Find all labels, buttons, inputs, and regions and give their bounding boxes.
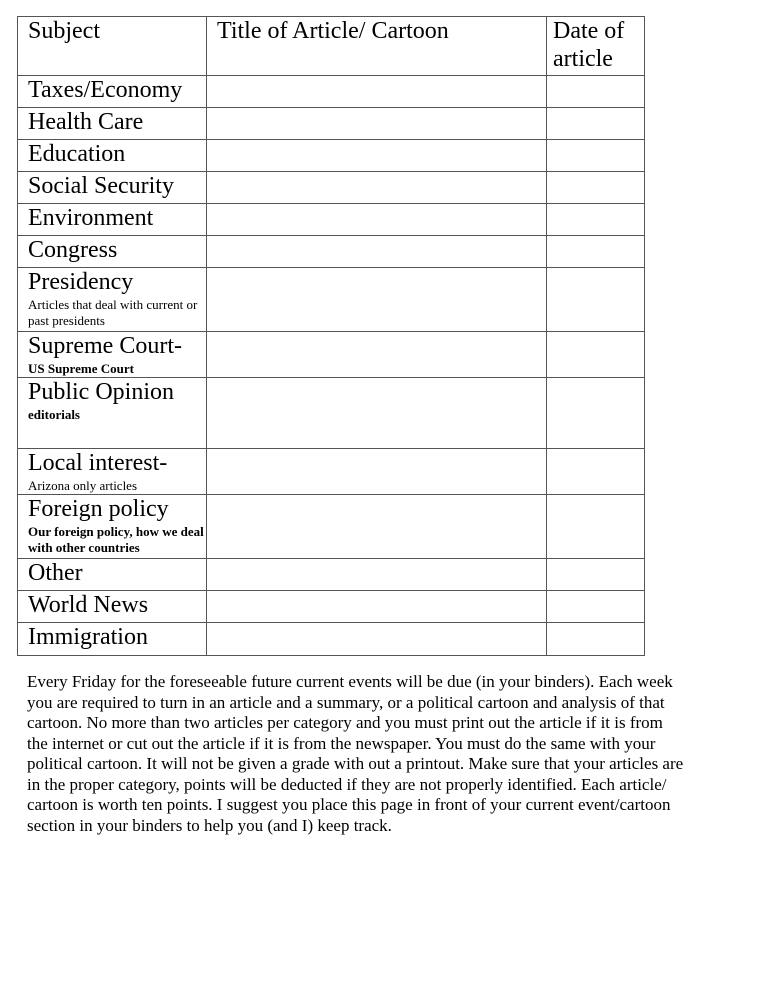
subject-label: World News [28,592,149,618]
article-date-cell[interactable] [547,172,645,204]
table-row [18,172,645,204]
subject-cell [18,591,207,623]
table-row [18,591,645,623]
table-row [18,623,645,656]
subject-note: Articles that deal with current or past presidents [28,297,198,328]
subject-note: US Supreme Court [28,361,134,376]
article-title-cell[interactable] [207,623,547,656]
subject-label: Foreign policy [28,496,169,522]
subject-cell [18,204,207,236]
subject-label: Congress [28,237,118,263]
table-body [18,76,645,656]
table-row [18,204,645,236]
table-row [18,449,645,495]
article-title-cell[interactable] [207,591,547,623]
subject-label: Other [28,560,83,586]
instructions-paragraph: Every Friday for the foreseeable future current events will be due (in your binders). Each week you are required to turn in an article and a summary, or a political cartoon and analysis of that cartoon. No more than two articles per category and you must print out the article if it is from the internet or cut out the article if it is from the newspaper. You must do the same with your political cartoon. It will not be given a grade with out a printout. Make sure that your articles are in the proper category, points will be deducted if they are not properly identified. Each article/ cartoon is worth ten points. I suggest you place this page in front of your current event/cartoon section in your binders to help you (and I) keep track. [27,672,684,835]
article-title-cell[interactable] [207,140,547,172]
table-row [18,236,645,268]
subject-cell [18,332,207,378]
subject-note: Arizona only articles [28,478,138,493]
article-title-cell[interactable] [207,268,547,332]
article-date-cell[interactable] [547,268,645,332]
table-row [18,268,645,332]
article-date-cell[interactable] [547,76,645,108]
subject-label: Local interest- [28,450,168,476]
subject-cell [18,449,207,495]
subject-label: Social Security [28,173,174,199]
subject-label: Taxes/Economy [28,77,183,103]
current-events-table [17,16,645,656]
article-date-cell[interactable] [547,378,645,449]
subject-note: editorials [28,407,80,422]
subject-cell [18,495,207,559]
subject-label: Public Opinion [28,379,175,405]
article-title-cell[interactable] [207,495,547,559]
table-row [18,76,645,108]
subject-cell [18,268,207,332]
article-title-cell[interactable] [207,204,547,236]
subject-cell [18,623,207,656]
subject-cell [18,378,207,449]
subject-label: Immigration [28,624,148,650]
table-row [18,332,645,378]
subject-label: Education [28,141,126,167]
article-date-cell[interactable] [547,204,645,236]
table-header-row [18,17,645,76]
table-row [18,378,645,449]
article-date-cell[interactable] [547,449,645,495]
subject-label: Presidency [28,269,134,295]
article-title-cell[interactable] [207,332,547,378]
article-title-cell[interactable] [207,236,547,268]
subject-cell [18,140,207,172]
subject-cell [18,108,207,140]
article-title-cell[interactable] [207,378,547,449]
article-date-cell[interactable] [547,495,645,559]
subject-label: Health Care [28,109,144,135]
subject-note: Our foreign policy, how we deal with other countries [28,524,204,555]
subject-label: Environment [28,205,154,231]
header-date: Date of article [547,17,645,76]
subject-cell [18,236,207,268]
article-title-cell[interactable] [207,108,547,140]
article-date-cell[interactable] [547,591,645,623]
subject-cell [18,559,207,591]
article-date-cell[interactable] [547,140,645,172]
subject-cell [18,76,207,108]
article-date-cell[interactable] [547,559,645,591]
header-title: Title of Article/ Cartoon [207,17,547,76]
table-row [18,108,645,140]
table-row [18,559,645,591]
article-date-cell[interactable] [547,108,645,140]
article-date-cell[interactable] [547,332,645,378]
article-title-cell[interactable] [207,172,547,204]
table-row [18,140,645,172]
subject-label: Supreme Court- [28,333,182,359]
table-row [18,495,645,559]
article-title-cell[interactable] [207,76,547,108]
article-title-cell[interactable] [207,449,547,495]
header-subject: Subject [18,17,207,76]
subject-cell [18,172,207,204]
article-date-cell[interactable] [547,623,645,656]
article-title-cell[interactable] [207,559,547,591]
article-date-cell[interactable] [547,236,645,268]
